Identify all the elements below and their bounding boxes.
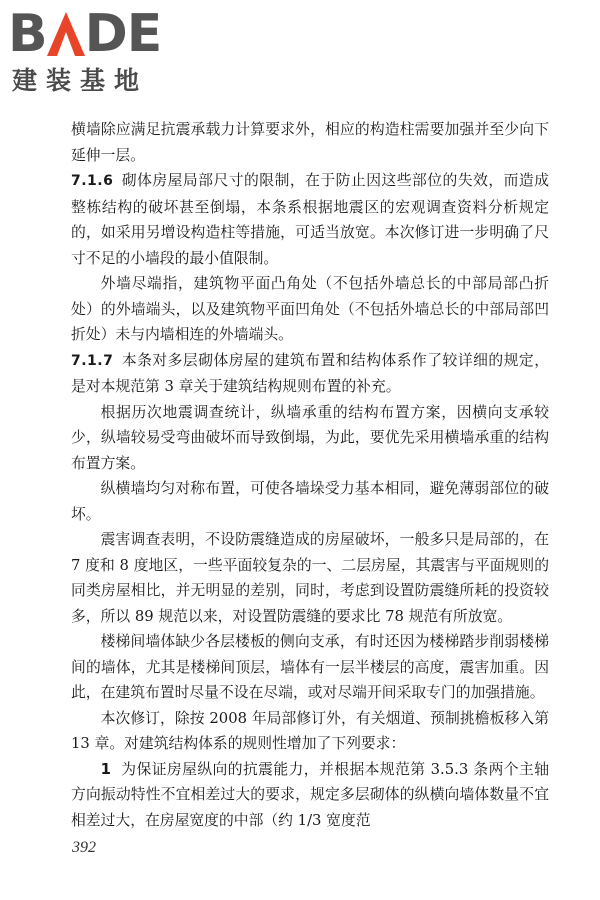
paragraph-1-text: 砌体房屋局部尺寸的限制，在于防止因这些部位的失效，而造成整栋结构的破坏甚至倒塌，本条系根据地震区的宏观调查资料分析规定的，如采用另增设构造柱等措施，可适当放宽。本次修订进一步明确了尺寸不足的小墙段的最小值限制。 (71, 172, 549, 267)
logo-letter-de: DE (84, 4, 162, 64)
logo-tagline: 建装基地 (12, 66, 149, 95)
paragraph-0-text: 横墙除应满足抗震承载力计算要求外，相应的构造柱需要加强并至少向下延伸一层。 (71, 121, 549, 164)
page-number: 392 (72, 839, 96, 856)
paragraph-6-text: 震害调查表明，不设防震缝造成的房屋破坏，一般多只是局部的，在 7 度和 8 度地区，一些平面较复杂的一、二层房屋，其震害与平面规则的同类房屋相比，并无明显的差别，同时，考虑到设置防震缝所耗的投资较多，所以 89 规范以来，对设置防震缝的要求比 78 规范有所放宽。 (71, 531, 549, 625)
item-number: 1 (100, 760, 111, 778)
paragraph-9 (71, 757, 549, 834)
logo-wordmark (8, 6, 161, 62)
paragraph-3-text: 本条对多层砌体房屋的建筑布置和结构体系作了较详细的规定，是对本规范第 3 章关于建筑结构规则布置的补充。 (71, 351, 549, 395)
logo-a-mark-icon (47, 12, 85, 56)
clause-number: 7.1.6 (71, 173, 114, 189)
paragraph-0 (71, 117, 549, 168)
paragraph-3 (71, 348, 549, 400)
paragraph-5-text: 纵横墙均匀对称布置，可使各墙垛受力基本相同，避免薄弱部位的破坏。 (71, 480, 549, 523)
paragraph-2 (71, 271, 549, 348)
paragraph-4-text: 根据历次地震调查统计，纵墙承重的结构布置方案，因横向支承较少，纵墙较易受弯曲破坏而导致倒塌，为此，要优先采用横墙承重的结构布置方案。 (71, 403, 549, 472)
logo-letter-a (47, 6, 85, 62)
document-body (71, 117, 549, 833)
paragraph-1 (71, 168, 549, 271)
paragraph-6 (71, 527, 549, 629)
paragraph-8-text: 本次修订，除按 2008 年局部修订外，有关烟道、预制挑檐板移入第 13 章。对建筑结构体系的规则性增加了下列要求： (71, 709, 549, 752)
clause-number: 7.1.7 (71, 352, 114, 369)
paragraph-8 (71, 706, 549, 757)
paragraph-7 (71, 629, 549, 706)
bade-logo (8, 6, 178, 98)
paragraph-4 (71, 400, 549, 477)
paragraph-7-text: 楼梯间墙体缺少各层楼板的侧向支承，有时还因为楼梯踏步削弱楼梯间的墙体，尤其是楼梯间顶层，墙体有一层半楼层的高度，震害加重。因此，在建筑布置时尽量不设在尽端，或对尽端开间采取专门的加强措施。 (71, 633, 549, 701)
paragraph-5 (71, 476, 549, 527)
logo-letter-b: B (8, 4, 47, 64)
paragraph-2-text: 外墙尽端指，建筑物平面凸角处（不包括外墙总长的中部局部凸折处）的外墙端头，以及建筑物平面凹角处（不包括外墙总长的中部局部凹折处）未与内墙相连的外墙端头。 (71, 275, 549, 343)
paragraph-9-text: 为保证房屋纵向的抗震能力，并根据本规范第 3.5.3 条两个主轴方向振动特性不宜相差过大的要求，规定多层砌体的纵横向墙体数量不宜相差过大，在房屋宽度的中部（约 1/3 宽度范 (71, 760, 549, 829)
